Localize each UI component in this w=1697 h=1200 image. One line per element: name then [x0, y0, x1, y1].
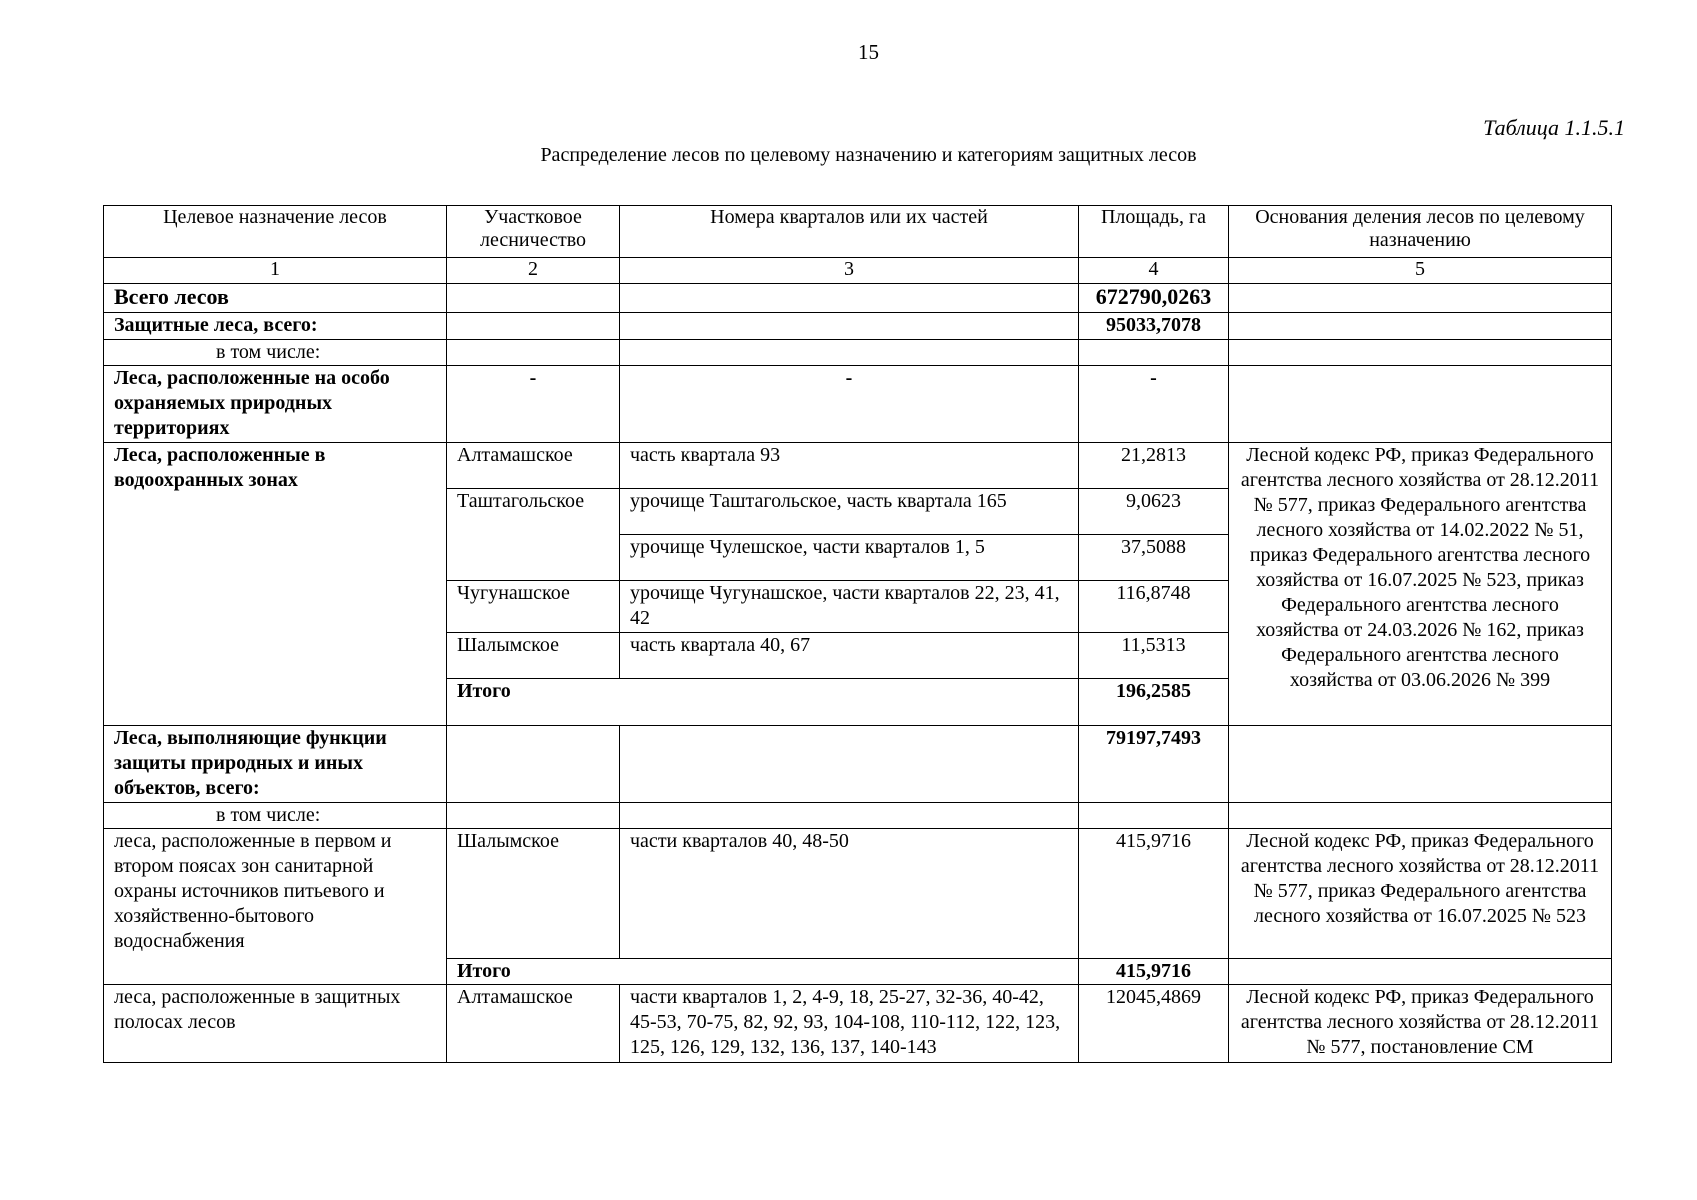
oopt-quarters: - — [620, 366, 1079, 443]
sanitary-subtotal-area: 415,9716 — [1079, 959, 1229, 985]
water-subtotal-label: Итого — [447, 679, 1079, 726]
column-number: 5 — [1229, 258, 1612, 284]
header-basis: Основания деления лесов по целевому назначению — [1229, 206, 1612, 258]
water-basis: Лесной кодекс РФ, приказ Федерального агентства лесного хозяйства от 28.12.2011 № 577, приказ Федерального агентства лесного хозяйства от 14.02.2022 № 51, приказ Федерального агентства лесного хозяйства от 16.07.2025 № 523, приказ Федерального агентства лесного хозяйства от 24.03.2026 № 162, приказ Федерального агентства лесного хозяйства от 03.06.2026 № 399 — [1229, 443, 1612, 726]
table-row-protective — [104, 313, 1612, 340]
header-area: Площадь, га — [1079, 206, 1229, 258]
protective-label: Защитные леса, всего: — [104, 313, 447, 340]
header-row — [104, 206, 1612, 258]
water-quarters: урочище Чугунашское, части кварталов 22, 23, 41, 42 — [620, 581, 1079, 633]
oopt-label: Леса, расположенные на особо охраняемых природных территориях — [104, 366, 447, 443]
column-number: 4 — [1079, 258, 1229, 284]
water-forestry: Шалымское — [447, 633, 620, 679]
table-row-strips — [104, 985, 1612, 1063]
sanitary-basis: Лесной кодекс РФ, приказ Федерального агентства лесного хозяйства от 28.12.2011 № 577, приказ Федерального агентства лесного хозяйства от 16.07.2025 № 523 — [1229, 829, 1612, 959]
water-forestry: Таштагольское — [447, 489, 620, 581]
water-label: Леса, расположенные в водоохранных зонах — [104, 443, 447, 726]
table-row-including — [104, 340, 1612, 366]
water-quarters: часть квартала 93 — [620, 443, 1079, 489]
including-label: в том числе: — [104, 340, 447, 366]
table-row-sanitary — [104, 829, 1612, 959]
protective-area: 95033,7078 — [1079, 313, 1229, 340]
sanitary-subtotal-label: Итого — [447, 959, 1079, 985]
water-area: 11,5313 — [1079, 633, 1229, 679]
sanitary-forestry: Шалымское — [447, 829, 620, 959]
oopt-forestry: - — [447, 366, 620, 443]
sanitary-quarters: части кварталов 40, 48-50 — [620, 829, 1079, 959]
table-label: Таблица 1.1.5.1 — [1483, 115, 1625, 140]
table-row-oopt — [104, 366, 1612, 443]
sanitary-area: 415,9716 — [1079, 829, 1229, 959]
water-area: 116,8748 — [1079, 581, 1229, 633]
column-number: 2 — [447, 258, 620, 284]
strips-label: леса, расположенные в защитных полосах лесов — [104, 985, 447, 1063]
water-quarters: урочище Чулешское, части кварталов 1, 5 — [620, 535, 1079, 581]
column-numbers-row — [104, 258, 1612, 284]
forest-distribution-table — [103, 205, 1612, 1063]
column-number: 3 — [620, 258, 1079, 284]
water-area: 37,5088 — [1079, 535, 1229, 581]
strips-basis: Лесной кодекс РФ, приказ Федерального агентства лесного хозяйства от 28.12.2011 № 577, постановление СМ — [1229, 985, 1612, 1063]
table-caption: Распределение лесов по целевому назначению и категориям защитных лесов — [540, 144, 1197, 166]
functions-label: Леса, выполняющие функции защиты природных и иных объектов, всего: — [104, 726, 447, 803]
table-row-water — [104, 443, 1612, 489]
strips-quarters: части кварталов 1, 2, 4-9, 18, 25-27, 32-36, 40-42, 45-53, 70-75, 82, 92, 93, 104-108, 110-112, 122, 123, 125, 126, 129, 132, 136, 137, 140-143 — [620, 985, 1079, 1063]
column-number: 1 — [104, 258, 447, 284]
water-area: 9,0623 — [1079, 489, 1229, 535]
water-quarters: урочище Таштагольское, часть квартала 165 — [620, 489, 1079, 535]
table-row-total — [104, 284, 1612, 313]
water-forestry: Алтамашское — [447, 443, 620, 489]
strips-area: 12045,4869 — [1079, 985, 1229, 1063]
sanitary-label: леса, расположенные в первом и втором поясах зон санитарной охраны источников питьевого и хозяйственно-бытового водоснабжения — [104, 829, 447, 985]
including-label: в том числе: — [104, 803, 447, 829]
total-area: 672790,0263 — [1079, 284, 1229, 313]
total-label: Всего лесов — [104, 284, 447, 313]
oopt-area: - — [1079, 366, 1229, 443]
water-subtotal-area: 196,2585 — [1079, 679, 1229, 726]
header-quarters: Номера кварталов или их частей — [620, 206, 1079, 258]
table-row-functions — [104, 726, 1612, 803]
header-forestry: Участковое лесничество — [447, 206, 620, 258]
table-row-including — [104, 803, 1612, 829]
page-number: 15 — [858, 40, 879, 64]
strips-forestry: Алтамашское — [447, 985, 620, 1063]
water-forestry: Чугунашское — [447, 581, 620, 633]
header-purpose: Целевое назначение лесов — [104, 206, 447, 258]
water-area: 21,2813 — [1079, 443, 1229, 489]
water-quarters: часть квартала 40, 67 — [620, 633, 1079, 679]
functions-area: 79197,7493 — [1079, 726, 1229, 803]
